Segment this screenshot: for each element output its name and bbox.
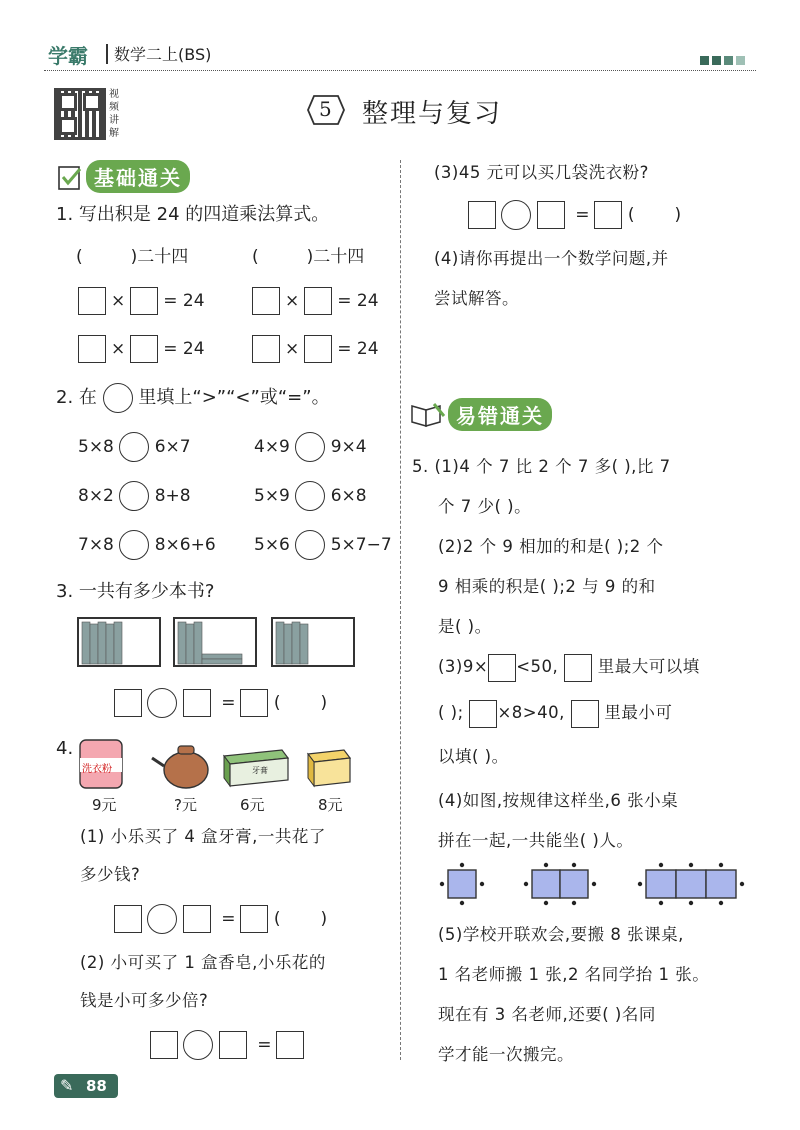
q1-eq-2: × = 24 [252, 286, 384, 316]
teapot-icon [152, 746, 208, 788]
bookshelf-illustration [76, 616, 356, 672]
q2-item-5: 7×8 8×6+6 [78, 530, 216, 560]
compare-circle[interactable] [295, 432, 325, 462]
q4-num: 4. [56, 738, 74, 759]
soap-box-icon [308, 750, 350, 786]
q2-item-4: 5×9 6×8 [254, 481, 367, 511]
answer-box[interactable] [252, 335, 280, 363]
answer-box[interactable] [594, 201, 622, 229]
q5-2-line3: 是( )。 [438, 617, 492, 636]
column-divider [400, 160, 401, 1060]
q5-3-line1: (3)9× <50, 里最大可以填 [438, 652, 700, 682]
pencil-icon: ✎ [60, 1076, 74, 1095]
q1-eq-3: × = 24 [78, 334, 210, 364]
q1-eq-4: × = 24 [252, 334, 384, 364]
q2-item-3: 8×2 8+8 [78, 481, 191, 511]
answer-box[interactable] [183, 905, 211, 933]
compare-circle[interactable] [119, 481, 149, 511]
q5-3-line2: ( ); ×8>40, 里最小可 [438, 698, 672, 728]
tables-pattern-figure [436, 862, 752, 910]
answer-box[interactable] [240, 689, 268, 717]
answer-box[interactable] [78, 287, 106, 315]
page-title: 整理与复习 [362, 99, 503, 129]
q4-part4-line2: 尝试解答。 [434, 289, 519, 308]
q4-part1-line1: (1) 小乐买了 4 盒牙膏,一共花了 [80, 827, 326, 846]
q4-part3: (3)45 元可以买几袋洗衣粉? [434, 163, 649, 182]
brand-logo: 学霸 [48, 44, 88, 68]
q5-5-line1: (5)学校开联欢会,要搬 8 张课桌, [438, 925, 684, 944]
compare-circle[interactable] [295, 481, 325, 511]
qr-code[interactable] [54, 88, 106, 140]
compare-circle-sample [103, 383, 133, 413]
compare-circle[interactable] [119, 530, 149, 560]
q1-rhyme-left: ( )二十四 [76, 247, 189, 267]
q4-products [74, 736, 374, 796]
checklist-icon [56, 164, 82, 190]
operator-circle[interactable] [147, 904, 177, 934]
answer-box[interactable] [183, 689, 211, 717]
lesson-number-badge: 5 [306, 94, 346, 126]
q4-part2-line2: 钱是小可多少倍? [80, 991, 209, 1010]
q4-part4-line1: (4)请你再提出一个数学问题,并 [434, 249, 669, 268]
answer-box[interactable] [114, 689, 142, 717]
header [44, 40, 756, 74]
q5-1-line2: 个 7 少( )。 [438, 497, 532, 516]
answer-box[interactable] [240, 905, 268, 933]
q3-equation: = ( ) [114, 688, 327, 718]
q5-5-line2: 1 名老师搬 1 张,2 名同学抬 1 张。 [438, 965, 710, 984]
answer-box[interactable] [219, 1031, 247, 1059]
compare-circle[interactable] [119, 432, 149, 462]
answer-box[interactable] [304, 287, 332, 315]
operator-circle[interactable] [147, 688, 177, 718]
q1-eq-1: × = 24 [78, 286, 210, 316]
q5-4-line2: 拼在一起,一共能坐( )人。 [438, 831, 634, 850]
operator-circle[interactable] [501, 200, 531, 230]
operator-circle[interactable] [183, 1030, 213, 1060]
price-toothpaste: 6元 [240, 796, 265, 814]
q5-2-line2: 9 相乘的积是( );2 与 9 的和 [438, 577, 656, 596]
q2-item-6: 5×6 5×7−7 [254, 530, 392, 560]
answer-box[interactable] [252, 287, 280, 315]
q2-item-1: 5×8 6×7 [78, 432, 191, 462]
answer-box[interactable] [276, 1031, 304, 1059]
section-error-label: 易错通关 [448, 398, 552, 431]
q4-part1-equation: = ( ) [114, 904, 327, 934]
page-number-badge: ✎ 88 [54, 1074, 118, 1098]
q1-stem: 1. 写出积是 24 的四道乘法算式。 [56, 204, 330, 225]
header-squares [700, 50, 745, 69]
q2-item-2: 4×9 9×4 [254, 432, 367, 462]
answer-box[interactable] [304, 335, 332, 363]
answer-box[interactable] [130, 287, 158, 315]
detergent-label: 洗衣粉 [82, 764, 112, 775]
compare-circle[interactable] [295, 530, 325, 560]
q5-1-line1: 5. (1)4 个 7 比 2 个 7 多( ),比 7 [412, 457, 671, 476]
answer-box[interactable] [468, 201, 496, 229]
answer-box[interactable] [537, 201, 565, 229]
answer-box[interactable] [130, 335, 158, 363]
header-subtitle: 数学二上(BS) [114, 45, 212, 64]
q4-part2-equation: = [150, 1030, 304, 1060]
q5-3-line3: 以填( )。 [438, 747, 509, 766]
qr-side-text: 视频讲解 [109, 89, 119, 139]
q5-5-line4: 学才能一次搬完。 [438, 1045, 574, 1064]
answer-box[interactable] [488, 654, 516, 682]
q4-part1-line2: 多少钱? [80, 865, 141, 884]
price-teapot: ?元 [174, 796, 197, 814]
q5-5-line3: 现在有 3 名老师,还要( )名同 [438, 1005, 656, 1024]
q4-part3-equation: = ( ) [468, 200, 681, 230]
answer-box[interactable] [150, 1031, 178, 1059]
section-error [410, 398, 552, 431]
q2-stem: 2. 在 里填上“>”“<”或“=”。 [56, 383, 330, 413]
answer-box[interactable] [564, 654, 592, 682]
answer-box[interactable] [114, 905, 142, 933]
price-soap: 8元 [318, 796, 343, 814]
q5-2-line1: (2)2 个 9 相加的和是( );2 个 [438, 537, 664, 556]
answer-box[interactable] [78, 335, 106, 363]
q4-part2-line1: (2) 小可买了 1 盒香皂,小乐花的 [80, 953, 326, 972]
toothpaste-label: 牙膏 [252, 766, 268, 775]
answer-box[interactable] [571, 700, 599, 728]
q1-rhyme-right: ( )二十四 [252, 247, 365, 267]
header-divider [106, 44, 108, 64]
q3-stem: 3. 一共有多少本书? [56, 581, 215, 602]
section-basic-label: 基础通关 [86, 160, 190, 193]
header-line [44, 70, 756, 71]
q5-4-line1: (4)如图,按规律这样坐,6 张小桌 [438, 791, 679, 810]
section-basic [56, 160, 190, 193]
price-detergent: 9元 [92, 796, 117, 814]
open-book-icon [410, 402, 444, 428]
answer-box[interactable] [469, 700, 497, 728]
